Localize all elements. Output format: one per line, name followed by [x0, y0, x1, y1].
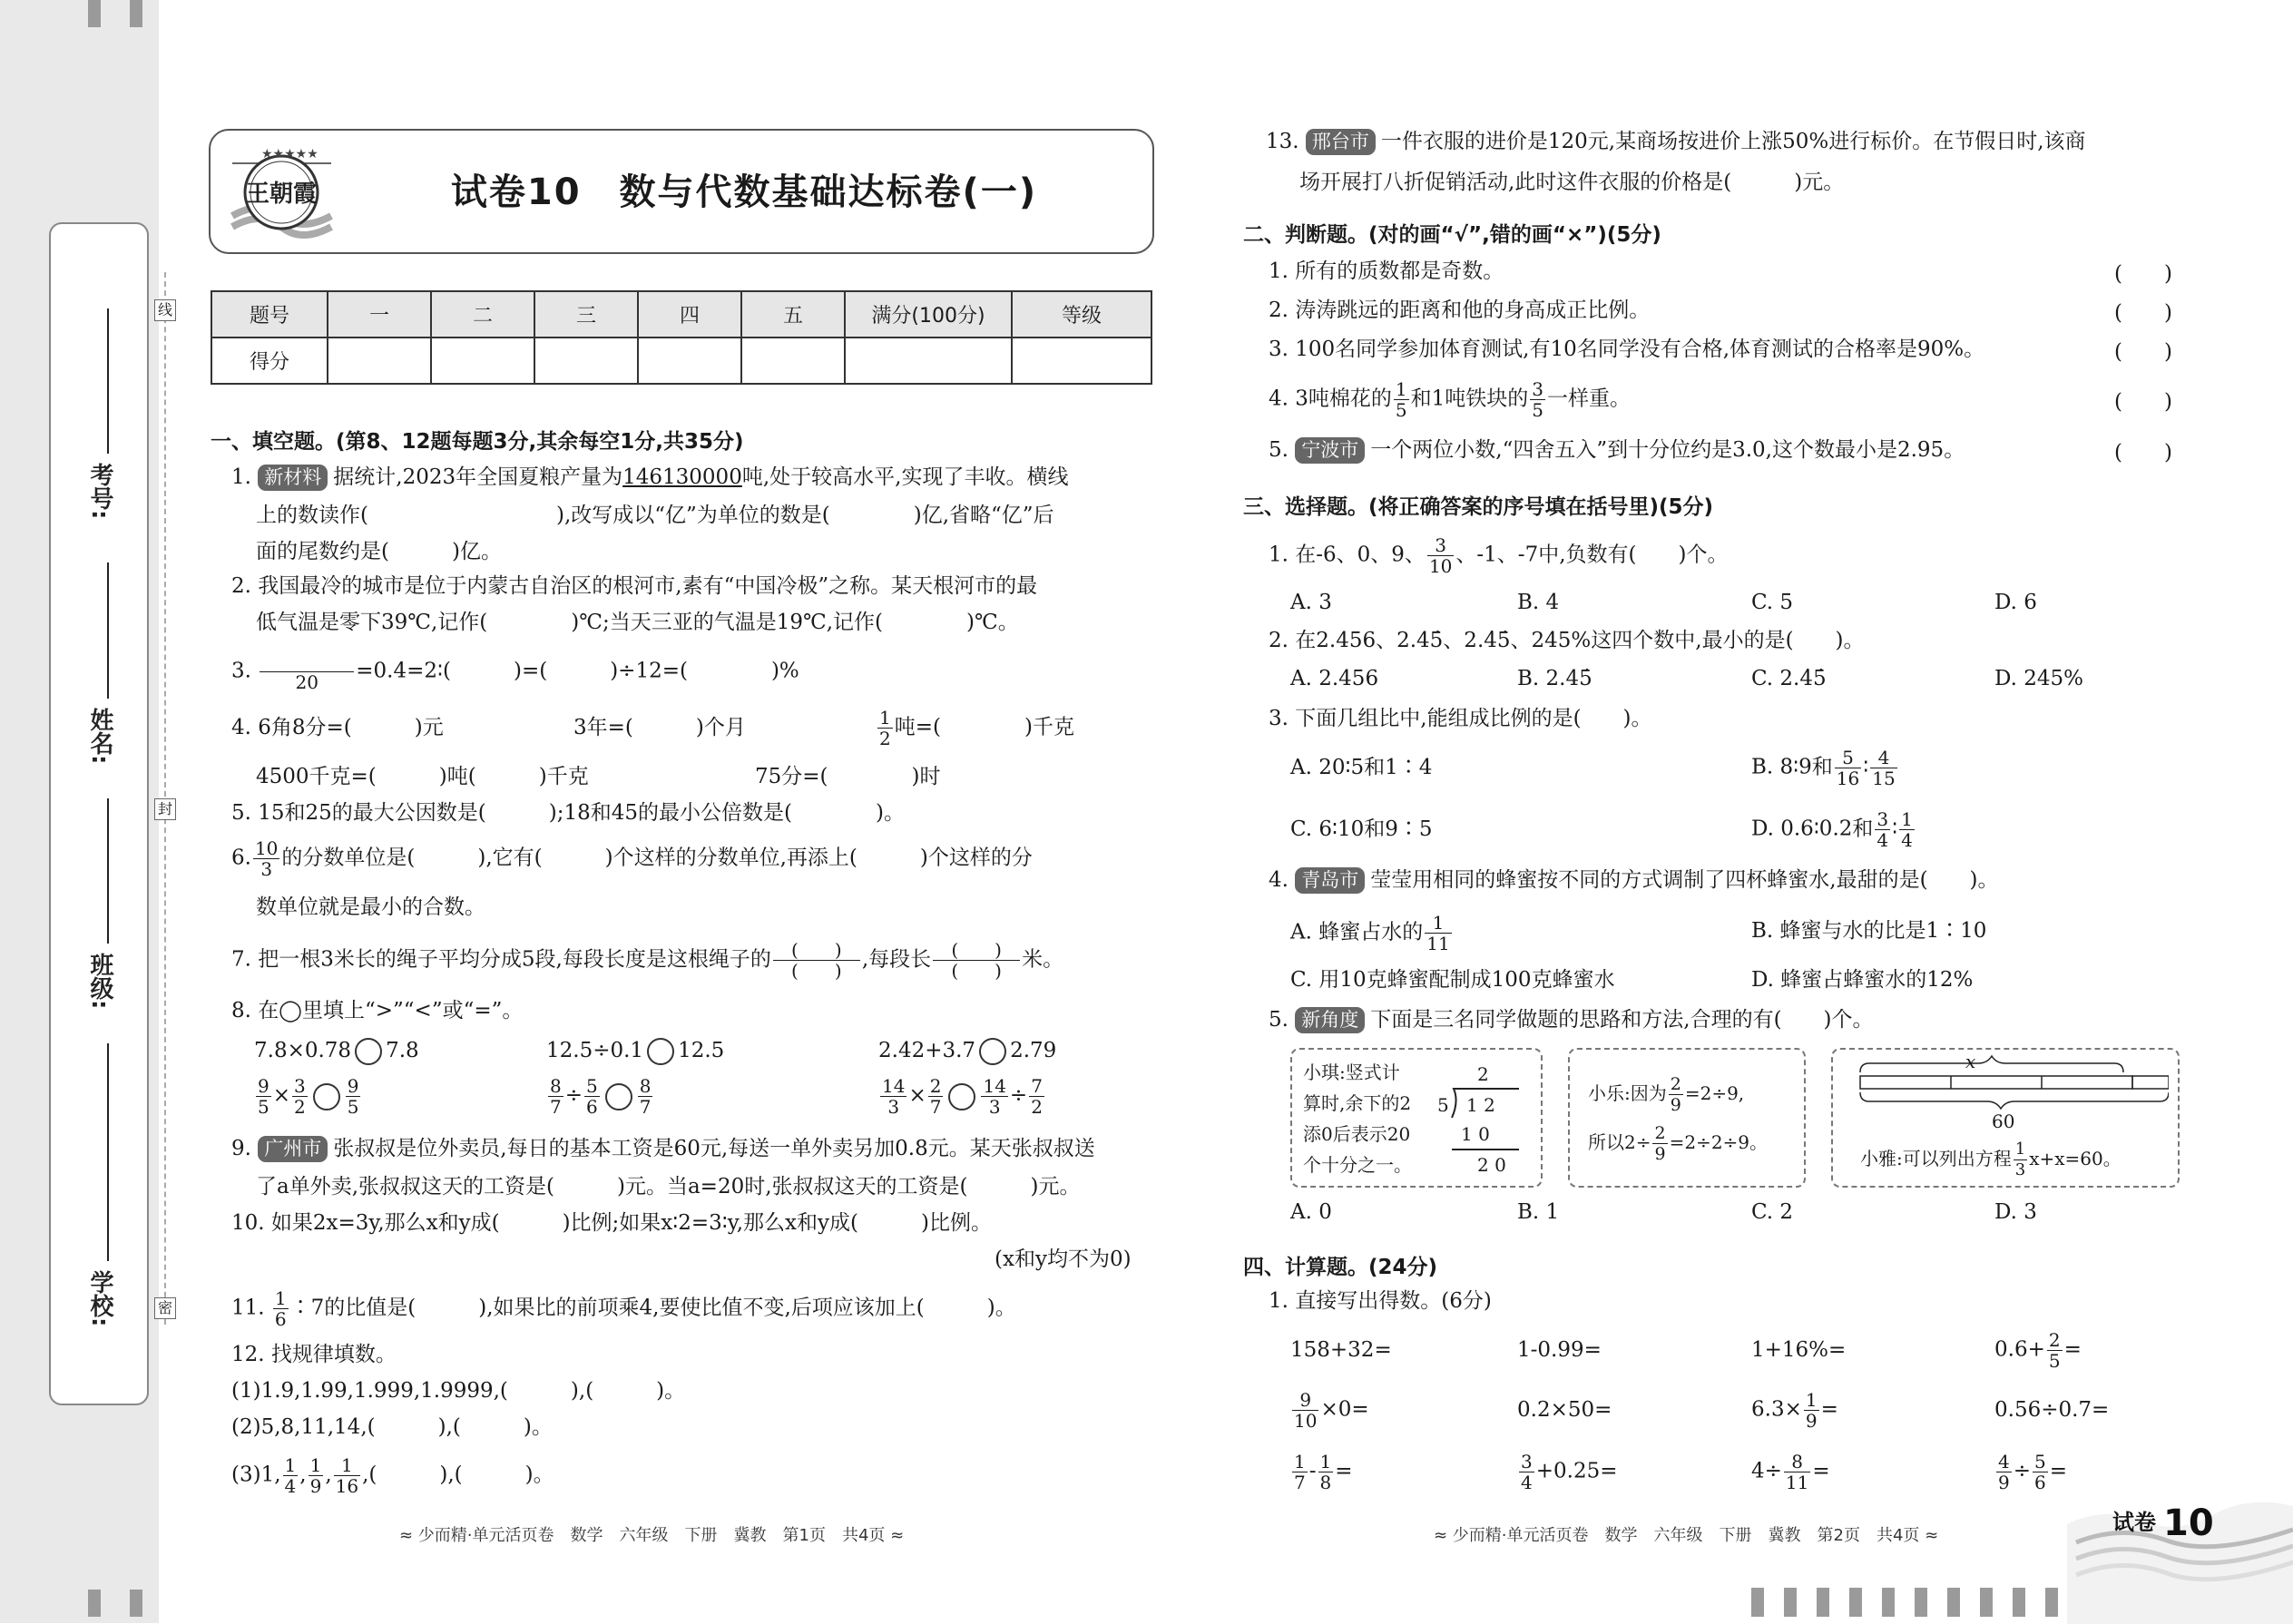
exam-number-badge	[2067, 1488, 2293, 1624]
choice-3-option-a: A. 20∶5和1∶4	[1290, 756, 1433, 779]
box-1-line: 算时,余下的2	[1303, 1092, 1412, 1114]
choice-1: 1. 在-6、0、9、 $\frac{3}{10}$ 、-1、-7中,负数有( )个。	[1269, 534, 1729, 577]
choice-3-option-c: C. 6∶10和9∶5	[1290, 817, 1433, 841]
section-3-title: 三、选择题。(将正确答案的序号填在括号里)(5分)	[1243, 495, 1714, 519]
crop-mark	[2045, 1588, 2058, 1617]
class-label: 班级:	[86, 953, 113, 1010]
answer-circle	[979, 1038, 1006, 1065]
calc-item: $\frac{9}{10}$ ×0=	[1294, 1389, 1369, 1432]
question-10-note: (x和y均不为0)	[995, 1247, 1132, 1271]
choice-4-option-a: A. 蜂蜜占水的 $\frac{1}{11}$	[1290, 912, 1450, 954]
school-label: 学校:	[86, 1270, 113, 1327]
question-8-item-c: 2.42+3.7 2.79	[878, 1036, 1056, 1065]
answer-circle	[313, 1083, 340, 1110]
box-2-line-2: 所以2÷ $\frac{2}{9}$ =2÷2÷9。	[1588, 1123, 1769, 1164]
score-table-header: 四	[638, 291, 741, 338]
judge-3-answer[interactable]: ( )	[2114, 340, 2172, 364]
question-13-line-1: 13. 邢台市 一件衣服的进价是120元,某商场按进价上涨50%进行标价。在节假日时,该商	[1266, 130, 2086, 153]
choice-5-option-b: B. 1	[1517, 1200, 1560, 1224]
long-division-remainder: 2 0	[1477, 1154, 1506, 1176]
question-9-line-1: 9. 广州市 张叔叔是位外卖员,每日的基本工资是60元,每送一单外卖另加0.8元。某天张叔叔送	[231, 1137, 1095, 1160]
score-cell[interactable]	[431, 338, 534, 384]
name-label: 姓名:	[86, 708, 113, 765]
question-12-part-1: (1)1.9,1.99,1.999,1.9999,( ),( )。	[231, 1379, 686, 1403]
question-6-line-1: 6. $\frac{10}{3}$ 的分数单位是( ),它有( )个这样的分数单位,再添上( )个这样的分	[231, 837, 1033, 880]
choice-2-option-b: B. 2.45̇	[1517, 667, 1592, 690]
question-12-part-2: (2)5,8,11,14,( ),( )。	[231, 1415, 553, 1439]
crop-mark	[130, 1590, 142, 1617]
calc-item: 158+32=	[1290, 1338, 1392, 1362]
school-line	[107, 1043, 109, 1261]
choice-1-option-c: C. 5	[1751, 591, 1794, 614]
question-4-a: 4. 6角8分=( )元	[231, 716, 444, 739]
page-title: 试卷10 数与代数基础达标卷(一)	[450, 171, 1038, 213]
judge-5-answer[interactable]: ( )	[2114, 441, 2172, 465]
long-division-rule	[1452, 1149, 1519, 1150]
question-8-item-d: $\frac{9}{5}$ × $\frac{3}{2}$ $\frac{9}{5}$	[258, 1075, 359, 1118]
calc-item: 0.6+ $\frac{2}{5}$ =	[1994, 1329, 2082, 1372]
box-1-line: 小琪:竖式计	[1303, 1061, 1400, 1083]
calc-item: 4÷ $\frac{8}{11}$ =	[1751, 1451, 1830, 1493]
choice-2-option-a: A. 2.456	[1290, 667, 1379, 690]
seal-char-seal: 封	[154, 798, 176, 820]
calc-item: 1+16%=	[1751, 1338, 1847, 1362]
answer-circle	[355, 1038, 382, 1065]
crop-mark	[1882, 1588, 1895, 1617]
tag-badge: 新角度	[1295, 1007, 1365, 1033]
question-8-item-e: $\frac{8}{7}$ ÷ $\frac{5}{6}$ $\frac{8}{7}$	[550, 1075, 652, 1118]
question-4-d: 4500千克=( )吨( )千克	[256, 765, 589, 788]
calc-item: $\frac{1}{7}$ - $\frac{1}{8}$ =	[1294, 1451, 1353, 1493]
calc-item: 6.3× $\frac{1}{9}$ =	[1751, 1389, 1838, 1432]
box-1-line: 添0后表示20	[1303, 1123, 1411, 1145]
crop-mark	[1817, 1588, 1829, 1617]
answer-circle	[605, 1083, 632, 1110]
score-cell[interactable]	[534, 338, 638, 384]
question-4-e: 75分=( )时	[755, 765, 941, 788]
calc-item: 0.56÷0.7=	[1994, 1398, 2110, 1422]
long-division-dividend: 1 2	[1466, 1094, 1495, 1116]
score-table-header: 五	[741, 291, 845, 338]
question-8-item-a: 7.8×0.78 7.8	[254, 1036, 419, 1065]
crop-mark	[1784, 1588, 1797, 1617]
choice-1-option-d: D. 6	[1994, 591, 2037, 614]
score-table-header: 二	[431, 291, 534, 338]
seal-char-secret: 密	[154, 1297, 176, 1319]
judge-3: 3. 100名同学参加体育测试,有10名同学没有合格,体育测试的合格率是90%。	[1269, 338, 1985, 361]
score-table-header: 等级	[1012, 291, 1151, 338]
question-1-line-3: 面的尾数约是( )亿。	[256, 540, 502, 563]
question-8-item-b: 12.5÷0.1 12.5	[546, 1036, 724, 1065]
choice-4-option-d: D. 蜂蜜占蜂蜜水的12%	[1751, 968, 1974, 992]
answer-circle	[647, 1038, 674, 1065]
student-info-box	[49, 222, 149, 1405]
crop-mark	[88, 0, 101, 27]
choice-5-option-d: D. 3	[1994, 1200, 2037, 1224]
crop-mark	[1751, 1588, 1764, 1617]
score-table	[211, 290, 1152, 385]
choice-5-option-c: C. 2	[1751, 1200, 1794, 1224]
crop-mark	[130, 0, 142, 27]
choice-2-option-c: C. 2.4̇5̇	[1751, 667, 1827, 690]
section-4-title: 四、计算题。(24分)	[1243, 1256, 1438, 1279]
question-6-line-2: 数单位就是最小的合数。	[256, 895, 485, 919]
choice-1-option-a: A. 3	[1290, 591, 1332, 614]
choice-5: 5. 新角度 下面是三名同学做题的思路和方法,合理的有( )个。	[1269, 1008, 1874, 1032]
tag-badge: 邢台市	[1306, 129, 1376, 155]
svg-text:★★★★★: ★★★★★	[261, 147, 318, 161]
class-line	[107, 798, 109, 944]
judge-4-answer[interactable]: ( )	[2114, 390, 2172, 414]
long-division-divisor: 5	[1437, 1094, 1449, 1116]
question-3: 3. 20 =0.4=2∶( )=( )÷12=( )%	[231, 651, 799, 692]
question-5: 5. 15和25的最大公因数是( );18和45的最小公倍数是( )。	[231, 801, 905, 825]
question-12-part-3: (3)1, $\frac{1}{4}$ , $\frac{1}{9}$ , $\frac{1}{16}$ ,( ),( )。	[231, 1454, 554, 1497]
exam-number-line	[107, 308, 109, 454]
question-2-line-1: 2. 我国最冷的城市是位于内蒙古自治区的根河市,素有“中国冷极”之称。某天根河市的最	[231, 574, 1038, 598]
score-cell[interactable]	[328, 338, 431, 384]
score-table-header: 满分(100分)	[845, 291, 1012, 338]
choice-2: 2. 在2.456、2.45̇、2.4̇5̇、245%这四个数中,最小的是( )。	[1269, 629, 1865, 652]
answer-circle	[948, 1083, 975, 1110]
segment-label-x: x	[1965, 1051, 1976, 1072]
question-4-b: 3年=( )个月	[573, 716, 746, 739]
crop-mark	[1947, 1588, 1960, 1617]
question-1-line-1: 1. 新材料 据统计,2023年全国夏粮产量为146130000吨,处于较高水平,实现了丰收。横线	[231, 465, 1069, 489]
question-4-c: $\frac{1}{2}$ 吨=( )千克	[879, 707, 1074, 749]
crop-mark	[1849, 1588, 1862, 1617]
score-cell[interactable]	[845, 338, 1012, 384]
tag-badge: 广州市	[258, 1136, 328, 1162]
choice-4-option-b: B. 蜂蜜与水的比是1∶10	[1751, 919, 1987, 943]
question-8-item-f: $\frac{14}{3}$ × $\frac{2}{7}$ $\frac{14}{3}$ ÷ $\frac{7}{2}$	[882, 1075, 1043, 1118]
calc-title: 1. 直接写出得数。(6分)	[1269, 1289, 1492, 1313]
calc-item: 1-0.99=	[1517, 1338, 1602, 1362]
question-10-line-1: 10. 如果2x=3y,那么x和y成( )比例;如果x∶2=3∶y,那么x和y成( )比例。	[231, 1211, 992, 1235]
tag-badge: 宁波市	[1295, 437, 1365, 464]
question-8-title: 8. 在◯里填上“>”“<”或“=”。	[231, 999, 524, 1022]
calc-item: $\frac{3}{4}$ +0.25=	[1521, 1451, 1618, 1493]
right-page-footer: ≈ 少而精·单元活页卷 数学 六年级 下册 冀教 第2页 共4页 ≈	[1434, 1526, 1939, 1545]
question-13-line-2: 场开展打八折促销活动,此时这件衣服的价格是( )元。	[1299, 171, 1845, 194]
choice-3: 3. 下面几组比中,能组成比例的是( )。	[1269, 707, 1652, 730]
choice-1-option-b: B. 4	[1517, 591, 1560, 614]
tag-badge: 新材料	[258, 465, 328, 491]
judge-1-answer[interactable]: ( )	[2114, 262, 2172, 286]
publisher-logo	[225, 136, 338, 243]
box-1-line: 个十分之一。	[1303, 1154, 1412, 1176]
box-3-equation: 小雅:可以列出方程 $\frac{1}{3}$ x+x=60。	[1860, 1140, 2122, 1179]
judge-1: 1. 所有的质数都是奇数。	[1269, 259, 1504, 283]
calc-item: 0.2×50=	[1517, 1398, 1612, 1422]
score-cell[interactable]	[741, 338, 845, 384]
score-cell[interactable]	[638, 338, 741, 384]
box-2-line-1: 小乐:因为 $\frac{2}{9}$ =2÷9,	[1588, 1074, 1745, 1115]
score-table-header: 三	[534, 291, 638, 338]
score-row-label: 得分	[211, 338, 328, 384]
question-9-line-2: 了a单外卖,张叔叔这天的工资是( )元。当a=20时,张叔叔这天的工资是( )元。	[256, 1175, 1081, 1198]
judge-4: 4. 3吨棉花的 $\frac{1}{5}$ 和1吨铁块的 $\frac{3}{5}$ 一样重。	[1269, 378, 1631, 421]
svg-text:试卷: 试卷	[2112, 1510, 2156, 1535]
section-2-title: 二、判断题。(对的画“√”,错的画“×”)(5分)	[1243, 223, 1661, 247]
choice-3-option-d: D. 0.6∶0.2和 $\frac{3}{4}$ ∶ $\frac{1}{4}$	[1751, 808, 1913, 851]
question-11: 11. $\frac{1}{6}$ ∶7的比值是( ),如果比的前项乘4,要使比值不变,后项应该加上( )。	[231, 1287, 1016, 1330]
choice-4-option-c: C. 用10克蜂蜜配制成100克蜂蜜水	[1290, 968, 1615, 992]
score-cell[interactable]	[1012, 338, 1151, 384]
tag-badge: 青岛市	[1295, 867, 1365, 894]
crop-mark	[2013, 1588, 2025, 1617]
judge-2: 2. 涛涛跳远的距离和他的身高成正比例。	[1269, 298, 1651, 322]
long-division-quotient: 2	[1477, 1063, 1489, 1085]
question-1-line-2: 上的数读作( ),改写成以“亿”为单位的数是( )亿,省略“亿”后	[256, 504, 1054, 527]
choice-3-option-b: B. 8∶9和 $\frac{5}{16}$ ∶ $\frac{4}{15}$	[1751, 747, 1896, 789]
left-page-footer: ≈ 少而精·单元活页卷 数学 六年级 下册 冀教 第1页 共4页 ≈	[399, 1526, 905, 1545]
exam-number-label: 考号:	[86, 463, 113, 520]
choice-4: 4. 青岛市 莹莹用相同的蜂蜜按不同的方式调制了四杯蜂蜜水,最甜的是( )。	[1269, 868, 1999, 892]
long-division-step: 1 0	[1461, 1123, 1490, 1145]
crop-mark	[88, 1590, 101, 1617]
svg-text:10: 10	[2163, 1502, 2214, 1544]
underlined-number: 146130000	[622, 465, 742, 489]
judge-2-answer[interactable]: ( )	[2114, 301, 2172, 325]
section-1-title: 一、填空题。(第8、12题每题3分,其余每空1分,共35分)	[211, 430, 744, 454]
svg-text:王朝霞: 王朝霞	[245, 181, 318, 208]
question-12-title: 12. 找规律填数。	[231, 1343, 397, 1366]
judge-5: 5. 宁波市 一个两位小数,“四舍五入”到十分位约是3.0,这个数最小是2.95。	[1269, 438, 1965, 462]
crop-mark	[1915, 1588, 1927, 1617]
name-line	[107, 563, 109, 699]
question-7: 7. 把一根3米长的绳子平均分成5段,每段长度是这根绳子的 ( ) ( ) ,每段长 ( ) ( ) 米。	[231, 939, 1064, 982]
crop-mark	[1980, 1588, 1993, 1617]
choice-2-option-d: D. 245%	[1994, 667, 2083, 690]
segment-label-total: 60	[1992, 1110, 2015, 1132]
score-table-header: 一	[328, 291, 431, 338]
seal-char-line: 线	[154, 299, 176, 321]
calc-item: $\frac{4}{9}$ ÷ $\frac{5}{6}$ =	[1998, 1451, 2068, 1493]
method-box-xiaole	[1568, 1048, 1806, 1188]
score-table-header: 题号	[211, 291, 328, 338]
question-2-line-2: 低气温是零下39℃,记作( )℃;当天三亚的气温是19℃,记作( )℃。	[256, 611, 1019, 634]
choice-5-option-a: A. 0	[1290, 1200, 1332, 1224]
